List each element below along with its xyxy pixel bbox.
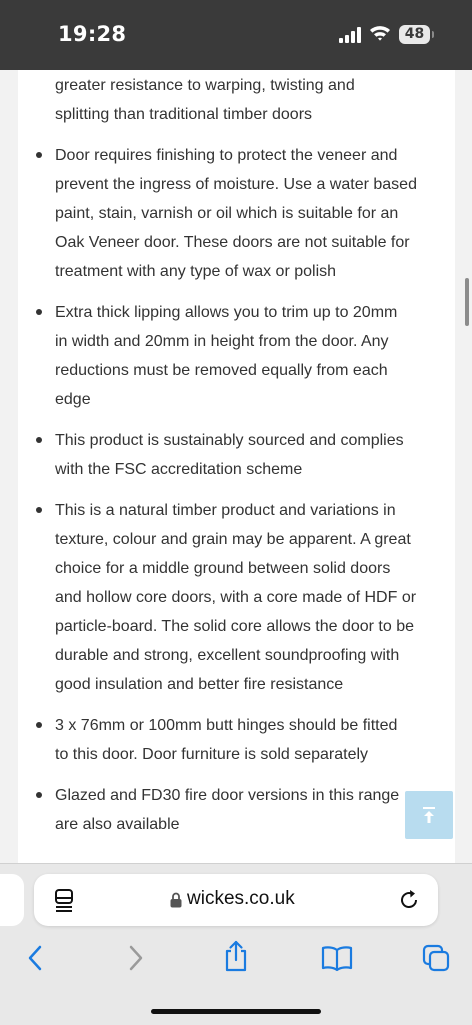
bullet-text-line: prevent the ingress of moisture. Use a water based: [55, 176, 417, 193]
bullet-marker: [36, 722, 42, 728]
status-time: 19:28: [58, 22, 127, 46]
lock-icon: [170, 892, 182, 908]
bullet-text-line: Door requires finishing to protect the veneer and: [55, 147, 398, 164]
bullet-marker: [36, 152, 42, 158]
bullet-text-line: particle-board. The solid core allows the door to be: [55, 618, 415, 635]
previous-tab-preview[interactable]: [0, 874, 24, 926]
battery-level: 48: [399, 25, 430, 44]
bullet-text-line: Extra thick lipping allows you to trim up to 20mm: [55, 304, 398, 321]
bullet-marker: [36, 437, 42, 443]
tabs-switcher-icon[interactable]: [420, 942, 452, 974]
product-description: [18, 70, 455, 863]
bullet-text-line: good insulation and better fire resistance: [55, 676, 344, 693]
bullet-text-line: durable and strong, excellent soundproofing with: [55, 647, 400, 664]
bullet-text-line: reductions must be removed equally from each: [55, 362, 388, 379]
bullet-text-line: Glazed and FD30 fire door versions in this range: [55, 787, 400, 804]
browser-toolbar: [0, 863, 472, 1025]
cellular-signal-icon: [339, 27, 363, 43]
url-text[interactable]: wickes.co.uk: [187, 888, 295, 909]
bullet-marker: [36, 309, 42, 315]
bullet-text-line: with the FSC accreditation scheme: [55, 461, 303, 478]
bullet-text-line: in width and 20mm in height from the door. Any: [55, 333, 389, 350]
bullet-text-line: splitting than traditional timber doors: [55, 106, 313, 123]
back-icon[interactable]: [25, 943, 45, 973]
scrollbar-thumb[interactable]: [465, 278, 469, 326]
back-to-top-button[interactable]: [405, 791, 453, 839]
share-icon[interactable]: [222, 939, 250, 973]
address-bar[interactable]: [34, 874, 438, 926]
bullet-marker: [36, 792, 42, 798]
bullet-marker: [36, 507, 42, 513]
bullet-text-line: treatment with any type of wax or polish: [55, 263, 337, 280]
bullet-text-line: This is a natural timber product and variations in: [55, 502, 396, 519]
bullet-text-line: choice for a middle ground between solid doors: [55, 560, 391, 577]
home-indicator: [151, 1009, 321, 1014]
bullet-text-line: to this door. Door furniture is sold separately: [55, 746, 369, 763]
status-bar: [0, 0, 472, 70]
bookmarks-icon[interactable]: [320, 944, 354, 972]
bullet-text-line: and hollow core doors, with a core made of HDF or: [55, 589, 417, 606]
bullet-text-line: paint, stain, varnish or oil which is suitable for an: [55, 205, 399, 222]
bullet-text-line: This product is sustainably sourced and complies: [55, 432, 404, 449]
reload-icon[interactable]: [398, 889, 420, 911]
wifi-icon: [369, 24, 391, 42]
bullet-text-line: edge: [55, 391, 91, 408]
bullet-text-line: greater resistance to warping, twisting and: [55, 77, 355, 94]
bullet-text-line: are also available: [55, 816, 180, 833]
forward-icon[interactable]: [126, 943, 146, 973]
bullet-text-line: texture, colour and grain may be apparent. A great: [55, 531, 411, 548]
battery-nub: [432, 31, 434, 38]
bullet-text-line: Oak Veneer door. These doors are not suitable for: [55, 234, 410, 251]
back-to-top-icon: [421, 806, 437, 824]
tabs-icon[interactable]: [54, 888, 74, 914]
bullet-text-line: 3 x 76mm or 100mm butt hinges should be fitted: [55, 717, 398, 734]
